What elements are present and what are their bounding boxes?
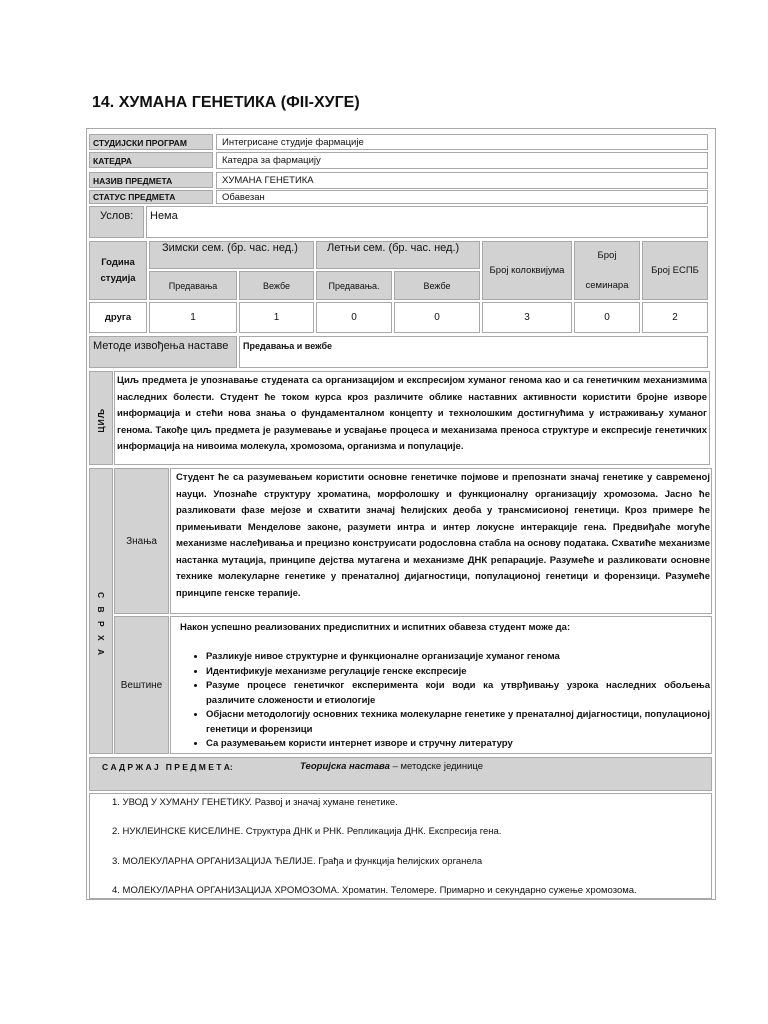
skills-intro: Након успешно реализованих предиспитних и испитних обавеза студент може да: — [180, 622, 571, 633]
condition-value: Нема — [146, 206, 708, 238]
winter-lectures-value: 1 — [149, 302, 237, 333]
outcomes-label: С В Р Х А — [96, 592, 106, 659]
summer-lectures-header: Предавања. — [316, 271, 392, 300]
colloquia-value: 3 — [482, 302, 572, 333]
methods-value: Предавања и вежбе — [239, 336, 708, 368]
methods-label: Методе извођења наставе — [89, 336, 237, 368]
skills-item: • Објасни методологију основних техника молекуларне генетике у пренаталној дијагностици, популационој генетици и форензици — [206, 708, 710, 737]
summer-exercises-value: 0 — [394, 302, 480, 333]
knowledge-label: Знања — [114, 468, 169, 614]
info-label-status: СТАТУС ПРЕДМЕТА — [89, 190, 213, 204]
skills-item: • Разуме процесе генетичког експеримента који води ка утврђивању узрока наследних обољења различите сложености и етиологије — [206, 679, 710, 708]
goal-label: ЦИЉ — [96, 408, 106, 433]
content-label: С А Д Р Ж А Ј П Р Е Д М Е Т А: — [102, 762, 233, 772]
seminars-header: Број семинара — [574, 241, 640, 300]
info-label-department: КАТЕДРА — [89, 152, 213, 168]
summer-semester-header: Летњи сем. (бр. час. нед.) — [316, 241, 480, 269]
info-value-department: Катедра за фармацију — [216, 152, 708, 169]
knowledge-text: Студент ће са разумевањем користити основне генетичке појмове и препознати значај генетике у савременој науци. Упознаће структуру хроматина, морфолошку и функционалну организацију хромозома. Јасно ће разликовати фазе мејозе и схватити значај ћелијских деоба у трансмисионој генетици. Кроз примере ће примењивати Менделове законе, разумети интра и интер локусне интеракције гена. Предвиђаће могуће механизме наслеђивања и прецизно конструисати родословна стабла на основу података. Схватиће механизме настанка мутација, принципе дејства мутагена и механизме ДНК репарације. Разумеће и разликовати основне технике молекуларне генетике у пренаталној дијагностици, популационој генетици и форензици. Разумеће принципе генске терапије. — [176, 472, 710, 599]
winter-exercises-header: Вежбе — [239, 271, 314, 300]
skills-item: • Идентификује механизме регулације генске експресије — [206, 665, 710, 680]
info-value-status: Обавезан — [216, 190, 708, 204]
topic-item: 1. УВОД У ХУМАНУ ГЕНЕТИКУ. Развој и значај хумане генетике. — [112, 797, 398, 808]
year-value: друга — [89, 302, 147, 333]
topic-item: 4. МОЛЕКУЛАРНА ОРГАНИЗАЦИЈА ХРОМОЗОМА. Хроматин. Теломере. Примарно и секундарно сужење хромозома. — [112, 885, 637, 896]
summer-exercises-header: Вежбе — [394, 271, 480, 300]
condition-label: Услов: — [89, 206, 144, 238]
summer-lectures-value: 0 — [316, 302, 392, 333]
year-header: Година студија — [89, 241, 147, 300]
skills-item: • Са разумевањем користи интернет изворе и стручну литературу — [206, 737, 710, 752]
skills-label: Вештине — [114, 616, 169, 754]
info-label-program: СТУДИЈСКИ ПРОГРАМ — [89, 134, 213, 150]
content-subtitle-rest: – методске јединице — [389, 761, 484, 772]
espb-value: 2 — [642, 302, 708, 333]
info-label-course-name: НАЗИВ ПРЕДМЕТА — [89, 172, 213, 188]
content-subtitle-italic: Теоријска настава — [300, 761, 390, 772]
winter-lectures-header: Предавања — [149, 271, 237, 300]
espb-header: Број ЕСПБ — [642, 241, 708, 300]
info-value-course-name: ХУМАНА ГЕНЕТИКА — [216, 172, 708, 189]
colloquia-header: Број колоквијума — [482, 241, 572, 300]
skills-item: • Разликује нивое структурне и функционалне организације хуманог генома — [206, 650, 710, 665]
goal-text: Циљ предмета је упознавање студената са организацијом и експресијом хуманог генома као и са генетичким механизмима наследних болести. Студент ће током курса кроз различите облике наставних активности користити бројне изворе информација и стећи нова знања о фундаменталном концепту и технолошким достигнућима у истраживању хуманог генома. Такође циљ предмета је разумевање и усвајање процеса и механизама преноса структуре и експресије генетичких информација на нивоима молекула, хромозома, организма и популације. — [117, 375, 707, 452]
info-value-program: Интегрисане студије фармације — [216, 134, 708, 150]
winter-exercises-value: 1 — [239, 302, 314, 333]
skills-list — [180, 650, 710, 752]
topic-item: 2. НУКЛЕИНСКЕ КИСЕЛИНЕ. Структура ДНК и РНК. Репликација ДНК. Експресија гена. — [112, 826, 502, 837]
content-subtitle — [300, 761, 483, 772]
topic-item: 3. МОЛЕКУЛАРНА ОРГАНИЗАЦИЈА ЋЕЛИЈЕ. Грађа и функција ћелијских органела — [112, 856, 483, 867]
seminars-value: 0 — [574, 302, 640, 333]
document-title: 14. ХУМАНА ГЕНЕТИКА (ФII-ХУГЕ) — [92, 94, 360, 111]
content-topics-cell — [89, 793, 712, 899]
winter-semester-header: Зимски сем. (бр. час. нед.) — [149, 241, 314, 269]
